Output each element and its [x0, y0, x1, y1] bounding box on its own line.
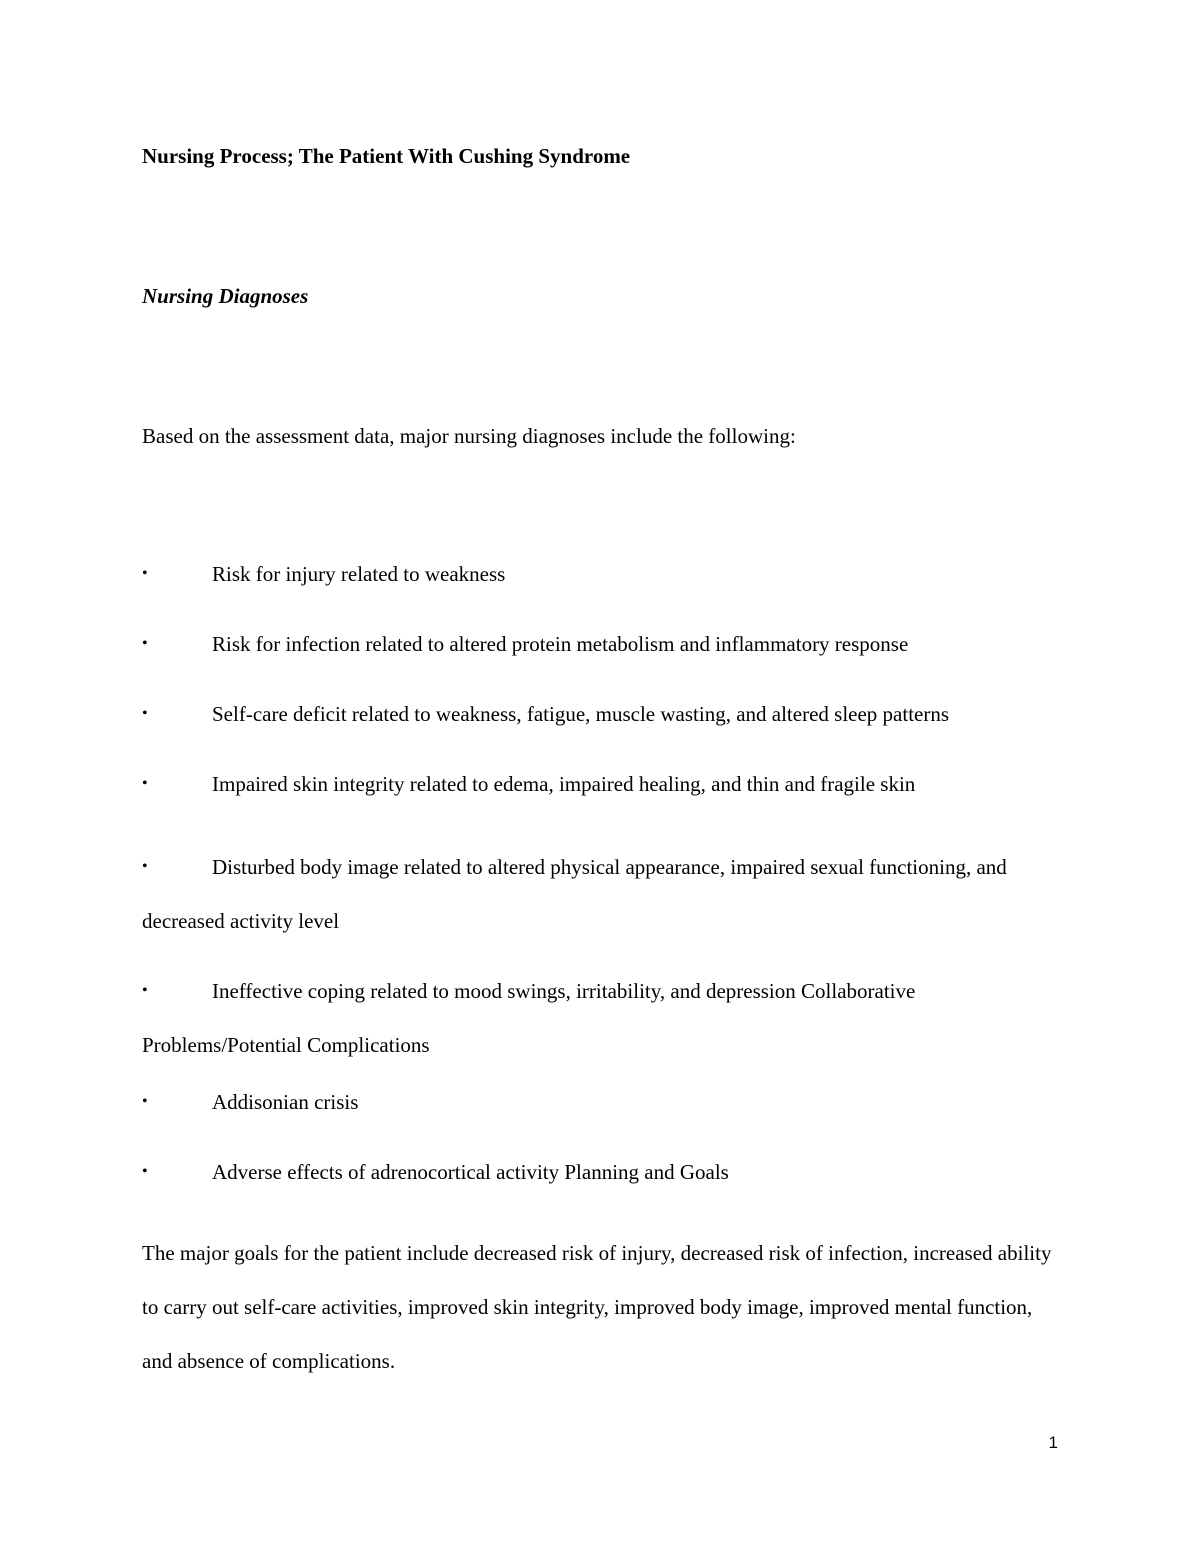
list-item-text: Impaired skin integrity related to edema, impaired healing, and thin and fragile skin — [212, 772, 916, 796]
list-item — [142, 700, 1062, 728]
list-item-text: Self-care deficit related to weakness, fatigue, muscle wasting, and altered sleep patterns — [212, 702, 950, 726]
list-item — [142, 964, 1062, 1072]
bullet-icon: • — [142, 775, 148, 792]
bullet-icon: • — [142, 1163, 148, 1180]
list-item — [142, 1088, 1062, 1116]
section-heading: Nursing Diagnoses — [142, 284, 309, 308]
list-item-text: Risk for injury related to weakness — [212, 562, 506, 586]
bullet-icon: • — [142, 1093, 148, 1110]
list-item — [142, 840, 1062, 948]
list-item-text: Ineffective coping related to mood swings, irritability, and depression Collaborative Problems/Potential Complications — [142, 979, 916, 1057]
diagnoses-list — [142, 560, 1062, 1228]
bullet-icon: • — [142, 982, 148, 999]
bullet-icon: • — [142, 635, 148, 652]
list-item-text: Disturbed body image related to altered physical appearance, impaired sexual functioning, and decreased activity level — [142, 855, 1007, 933]
list-item-text: Adverse effects of adrenocortical activity Planning and Goals — [212, 1160, 729, 1184]
list-item — [142, 560, 1062, 588]
bullet-icon: • — [142, 565, 148, 582]
list-item-text: Risk for infection related to altered protein metabolism and inflammatory response — [212, 632, 909, 656]
list-item — [142, 770, 1062, 798]
document-title: Nursing Process; The Patient With Cushing Syndrome — [142, 144, 631, 168]
page-number: 1 — [1048, 1433, 1058, 1452]
list-item — [142, 630, 1062, 658]
goals-paragraph: The major goals for the patient include decreased risk of injury, decreased risk of infection, increased ability to carry out self-care activities, improved skin integrity, improved body image, improved mental function, and absence of complications. — [142, 1241, 1052, 1373]
intro-paragraph: Based on the assessment data, major nursing diagnoses include the following: — [142, 424, 796, 448]
bullet-icon: • — [142, 705, 148, 722]
list-item-text: Addisonian crisis — [212, 1090, 359, 1114]
bullet-icon: • — [142, 858, 148, 875]
list-item — [142, 1158, 1062, 1186]
